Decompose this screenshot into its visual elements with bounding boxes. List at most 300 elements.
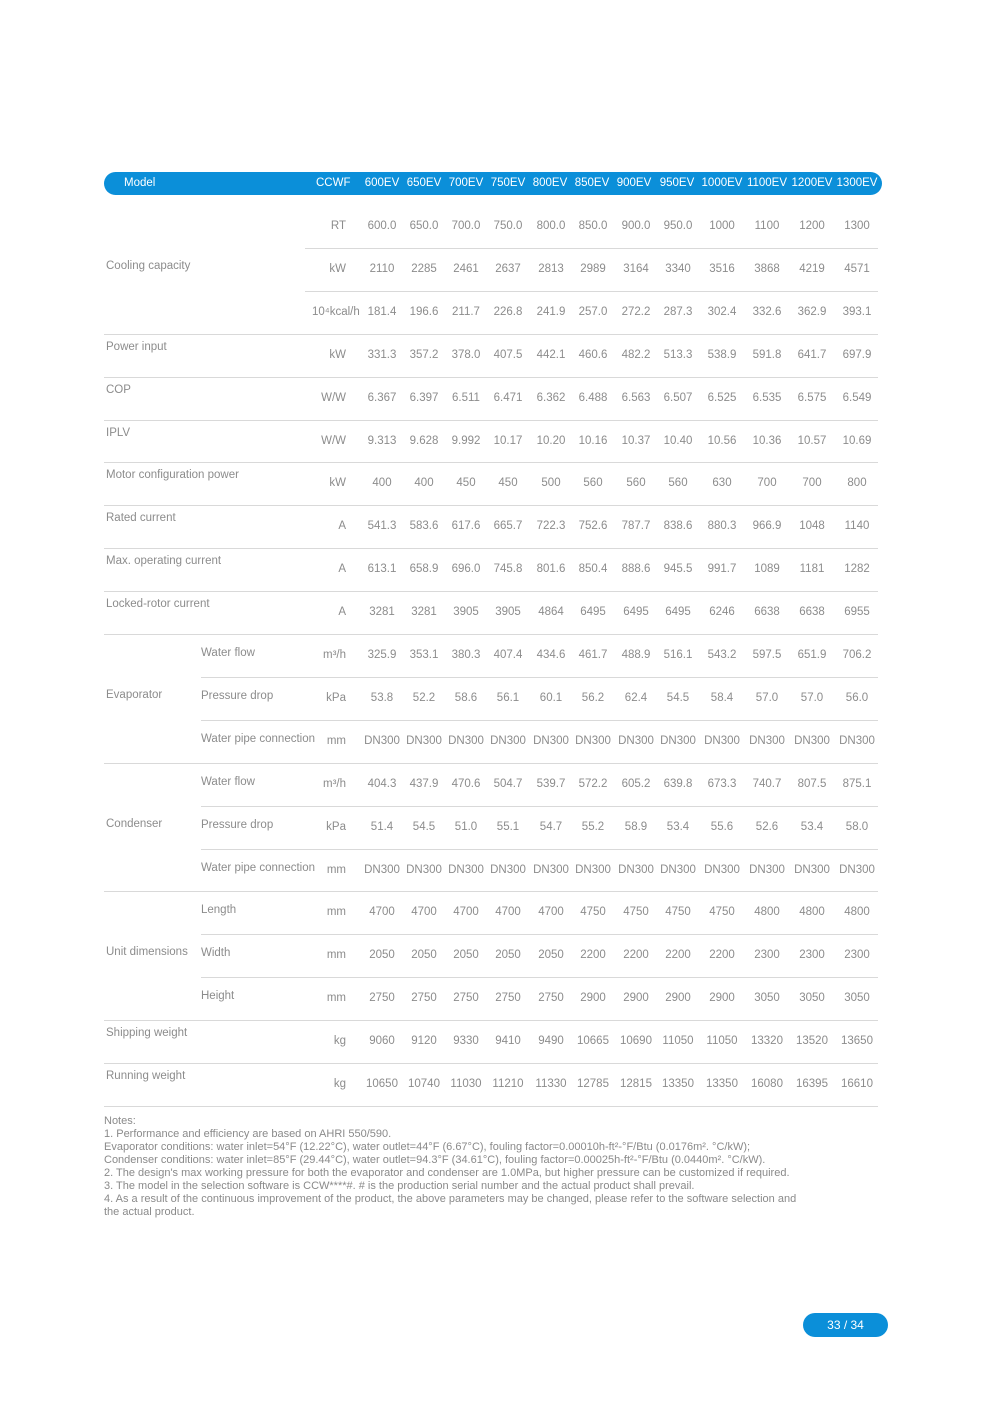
header-model: 700EV [448, 177, 484, 189]
value-cell: 583.6 [409, 520, 439, 533]
table-row [0, 548, 992, 591]
value-cell: 437.9 [409, 777, 439, 790]
value-cell: 2900 [709, 992, 735, 1005]
value-cell: 591.8 [752, 348, 782, 361]
value-cell: 745.8 [493, 563, 523, 576]
value-cell: 10650 [366, 1078, 398, 1090]
value-cell: 62.4 [624, 691, 648, 704]
value-cell: 4750 [623, 906, 649, 919]
value-cell: 58.6 [454, 691, 478, 704]
value-cell: 400 [372, 477, 392, 490]
value-cell: 287.3 [663, 305, 693, 318]
value-cell: 700 [757, 477, 777, 490]
value-cell: 4700 [495, 906, 521, 919]
value-cell: 722.3 [536, 520, 566, 533]
unit-label: 10⁴kcal/h [312, 305, 360, 318]
value-cell: 3281 [369, 606, 395, 619]
value-cell: 3868 [754, 262, 780, 275]
value-cell: 10.20 [536, 434, 566, 447]
unit-label: A [338, 606, 346, 619]
value-cell: 4864 [538, 606, 564, 619]
value-cell: DN300 [406, 863, 442, 876]
value-cell: 58.4 [710, 691, 734, 704]
value-cell: 2050 [369, 949, 395, 962]
value-cell: 470.6 [451, 777, 481, 790]
value-cell: 52.6 [755, 820, 779, 833]
note-line: 4. As a result of the continuous improvement of the product, the above parameters may be changed, please refer to the software selection and [104, 1193, 797, 1205]
value-cell: 55.6 [710, 820, 734, 833]
table-row [0, 505, 992, 548]
value-cell: 442.1 [536, 348, 566, 361]
row-label: Unit dimensions [106, 946, 188, 959]
value-cell: 10690 [620, 1035, 652, 1048]
value-cell: 2900 [580, 992, 606, 1005]
value-cell: 10.17 [493, 434, 523, 447]
value-cell: DN300 [749, 734, 785, 747]
value-cell: 362.9 [797, 305, 827, 318]
table-row [0, 806, 992, 849]
value-cell: 850.0 [578, 220, 608, 232]
value-cell: 6495 [623, 606, 649, 619]
value-cell: 880.3 [707, 520, 737, 533]
value-cell: 3516 [709, 262, 735, 275]
unit-label: kg [333, 1035, 346, 1048]
value-cell: 740.7 [752, 777, 782, 790]
value-cell: 2050 [453, 949, 479, 962]
value-cell: 900.0 [621, 220, 651, 232]
row-label: Motor configuration power [106, 469, 239, 482]
unit-label: mm [326, 863, 346, 876]
value-cell: 400 [414, 477, 434, 490]
value-cell: 6.362 [536, 391, 566, 404]
row-label: Cooling capacity [106, 260, 191, 272]
unit-label: kW [329, 262, 346, 275]
notes-title: Notes: [104, 1115, 136, 1127]
value-cell: 11050 [662, 1035, 694, 1048]
sub-label: Water flow [201, 647, 255, 659]
sub-label: Pressure drop [201, 689, 274, 702]
value-cell: DN300 [490, 863, 526, 876]
table-row [0, 1063, 992, 1106]
value-cell: 991.7 [707, 563, 737, 576]
value-cell: 241.9 [536, 305, 566, 318]
value-cell: 407.5 [493, 348, 523, 361]
value-cell: 13320 [751, 1035, 783, 1048]
value-cell: 1100 [754, 220, 780, 232]
value-cell: 2750 [453, 992, 479, 1005]
value-cell: 539.7 [536, 777, 566, 790]
unit-label: m³/h [323, 777, 346, 790]
value-cell: 6.525 [707, 391, 737, 404]
value-cell: 541.3 [367, 520, 397, 533]
value-cell: 500 [541, 477, 561, 490]
value-cell: 2200 [709, 949, 735, 962]
table-row [0, 420, 992, 463]
value-cell: 11330 [535, 1078, 567, 1090]
value-cell: 6638 [754, 606, 780, 619]
value-cell: DN300 [839, 734, 875, 747]
row-label: Rated current [106, 512, 176, 525]
notes [104, 1115, 884, 1219]
value-cell: 513.3 [663, 348, 693, 361]
value-cell: 51.0 [454, 820, 478, 833]
value-cell: 543.2 [707, 649, 737, 661]
unit-label: mm [326, 906, 346, 919]
value-cell: 13350 [662, 1078, 694, 1090]
note-line: Evaporator conditions: water inlet=54°F (12.22°C), water outlet=44°F (6.67°C), fouling factor=0.00010h-ft²-°F/Btu (0.0176m². °C/kW); [104, 1141, 751, 1153]
value-cell: 6.563 [621, 391, 651, 404]
value-cell: 697.9 [842, 348, 872, 361]
value-cell: 6.367 [367, 391, 397, 404]
table-header [104, 172, 882, 195]
value-cell: 3164 [623, 262, 649, 275]
value-cell: 4800 [844, 906, 870, 919]
value-cell: 11210 [492, 1078, 524, 1090]
value-cell: 2813 [538, 262, 564, 275]
value-cell: 9120 [411, 1035, 437, 1048]
unit-label: RT [330, 220, 346, 232]
value-cell: 2300 [799, 949, 825, 962]
value-cell: 641.7 [797, 348, 827, 361]
value-cell: 6.507 [663, 391, 693, 404]
value-cell: 482.2 [621, 348, 651, 361]
value-cell: 2750 [538, 992, 564, 1005]
unit-label: kW [329, 477, 346, 490]
table-row [0, 591, 992, 634]
value-cell: 2900 [665, 992, 691, 1005]
value-cell: DN300 [575, 863, 611, 876]
table-row [0, 977, 992, 1020]
value-cell: 600.0 [367, 220, 397, 232]
unit-label: W/W [321, 391, 346, 404]
value-cell: 57.0 [800, 691, 824, 704]
note-line: 1. Performance and efficiency are based on AHRI 550/590. [104, 1128, 392, 1140]
value-cell: DN300 [448, 734, 484, 747]
value-cell: DN300 [490, 734, 526, 747]
page-number-badge: 33 / 34 [803, 1313, 888, 1337]
value-cell: 13350 [706, 1078, 738, 1090]
value-cell: 4750 [580, 906, 606, 919]
header-model: 1300EV [836, 177, 878, 189]
value-cell: 353.1 [409, 649, 439, 661]
value-cell: 450 [498, 477, 518, 490]
value-cell: 807.5 [797, 777, 827, 790]
value-cell: 3050 [754, 992, 780, 1005]
unit-label: A [338, 563, 346, 576]
value-cell: 404.3 [367, 777, 397, 790]
value-cell: 13650 [841, 1035, 873, 1048]
value-cell: 2050 [411, 949, 437, 962]
value-cell: 2900 [623, 992, 649, 1005]
value-cell: 10.69 [842, 434, 872, 447]
value-cell: 560 [583, 477, 603, 490]
value-cell: 2200 [580, 949, 606, 962]
value-cell: 572.2 [578, 777, 608, 790]
value-cell: 2989 [580, 262, 606, 275]
value-cell: 945.5 [663, 563, 693, 576]
table-row [0, 891, 992, 934]
sub-label: Height [201, 990, 235, 1003]
value-cell: DN300 [575, 734, 611, 747]
row-label: COP [106, 383, 131, 396]
row-label: Power input [106, 340, 167, 353]
value-cell: 966.9 [752, 520, 782, 533]
value-cell: 16395 [796, 1078, 828, 1090]
value-cell: DN300 [406, 734, 442, 747]
value-cell: 434.6 [536, 649, 566, 661]
unit-label: mm [326, 949, 346, 962]
header-model: 1000EV [701, 177, 743, 189]
row-label: Locked-rotor current [106, 598, 210, 611]
header-model: 900EV [616, 177, 652, 189]
value-cell: 651.9 [797, 649, 827, 661]
header-model: 1200EV [791, 177, 833, 189]
value-cell: 6.575 [797, 391, 827, 404]
table-row [0, 849, 992, 892]
value-cell: 53.4 [800, 820, 824, 833]
row-label: Max. operating current [106, 555, 222, 568]
sub-label: Length [201, 904, 237, 917]
value-cell: 613.1 [367, 563, 397, 576]
value-cell: 56.0 [845, 691, 869, 704]
value-cell: 12785 [577, 1078, 609, 1090]
value-cell: 461.7 [578, 649, 608, 661]
value-cell: 393.1 [842, 305, 872, 318]
value-cell: 6246 [709, 606, 735, 619]
value-cell: 2285 [411, 262, 437, 275]
value-cell: 10.57 [797, 434, 827, 447]
value-cell: DN300 [794, 863, 830, 876]
row-label: IPLV [106, 426, 131, 439]
value-cell: 488.9 [621, 649, 651, 661]
value-cell: 838.6 [663, 520, 693, 533]
value-cell: 53.4 [666, 820, 690, 833]
value-cell: 752.6 [578, 520, 608, 533]
value-cell: 2750 [495, 992, 521, 1005]
value-cell: 3905 [495, 606, 521, 619]
value-cell: 357.2 [409, 348, 439, 361]
value-cell: 331.3 [367, 348, 397, 361]
value-cell: 4800 [754, 906, 780, 919]
value-cell: 658.9 [409, 563, 439, 576]
value-cell: 597.5 [752, 649, 782, 661]
value-cell: 57.0 [755, 691, 779, 704]
value-cell: DN300 [618, 863, 654, 876]
value-cell: 53.8 [370, 691, 394, 704]
value-cell: 10.40 [663, 434, 693, 447]
value-cell: 1000 [709, 220, 735, 232]
header-model: 600EV [364, 177, 400, 189]
value-cell: 9410 [495, 1035, 521, 1048]
value-cell: 332.6 [752, 305, 782, 318]
value-cell: 875.1 [842, 777, 872, 790]
value-cell: DN300 [794, 734, 830, 747]
value-cell: 2300 [844, 949, 870, 962]
value-cell: 696.0 [451, 563, 481, 576]
header-model: 750EV [490, 177, 526, 189]
value-cell: 6638 [799, 606, 825, 619]
unit-label: kg [333, 1078, 346, 1090]
value-cell: DN300 [364, 863, 400, 876]
value-cell: 60.1 [539, 691, 563, 704]
value-cell: 560 [626, 477, 646, 490]
value-cell: 325.9 [367, 649, 397, 661]
value-cell: 378.0 [451, 348, 481, 361]
value-cell: 1200 [799, 220, 825, 232]
value-cell: 1300 [844, 220, 870, 232]
unit-label: kW [329, 348, 346, 361]
table-row [0, 1020, 992, 1063]
value-cell: 504.7 [493, 777, 523, 790]
value-cell: 9330 [453, 1035, 479, 1048]
header-series-label: CCWF [316, 177, 351, 189]
header-model-label: Model [124, 177, 156, 189]
value-cell: 3050 [799, 992, 825, 1005]
row-label: Shipping weight [106, 1027, 188, 1040]
header-model: 800EV [532, 177, 568, 189]
value-cell: 55.2 [581, 820, 605, 833]
header-model: 950EV [659, 177, 695, 189]
value-cell: 2461 [453, 262, 479, 275]
value-cell: 516.1 [663, 649, 693, 661]
table-row [0, 462, 992, 505]
value-cell: 9060 [369, 1035, 395, 1048]
note-line: Condenser conditions: water inlet=85°F (29.44°C), water outlet=94.3°F (34.61°C), fouling factor=0.00025h-ft²-°F/Btu (0.0440m². °C/kW). [104, 1154, 766, 1166]
value-cell: 800 [847, 477, 867, 490]
value-cell: 54.5 [412, 820, 436, 833]
value-cell: 650.0 [409, 220, 439, 232]
value-cell: 617.6 [451, 520, 481, 533]
value-cell: 2050 [495, 949, 521, 962]
value-cell: 460.6 [578, 348, 608, 361]
value-cell: 9.628 [409, 434, 439, 447]
value-cell: 1140 [844, 520, 870, 533]
value-cell: 2200 [623, 949, 649, 962]
header-model: 850EV [574, 177, 610, 189]
value-cell: DN300 [533, 863, 569, 876]
value-cell: DN300 [448, 863, 484, 876]
value-cell: 6495 [665, 606, 691, 619]
value-cell: 6.535 [752, 391, 782, 404]
value-cell: 10665 [577, 1035, 609, 1048]
table-row [0, 934, 992, 977]
row-label: Evaporator [106, 688, 163, 701]
value-cell: 16080 [751, 1078, 783, 1090]
table-row [0, 291, 992, 334]
table-row [0, 720, 992, 763]
value-cell: 407.4 [493, 649, 523, 661]
value-cell: 55.1 [496, 820, 520, 833]
value-cell: 2050 [538, 949, 564, 962]
header-model: 1100EV [746, 177, 788, 189]
value-cell: 4750 [709, 906, 735, 919]
value-cell: 630 [712, 477, 732, 490]
value-cell: 272.2 [621, 305, 651, 318]
value-cell: 787.7 [621, 520, 651, 533]
value-cell: DN300 [533, 734, 569, 747]
value-cell: 54.7 [539, 820, 563, 833]
value-cell: 1089 [754, 563, 780, 576]
table-row [0, 763, 992, 806]
value-cell: 6.511 [452, 391, 480, 404]
value-cell: 10.56 [707, 434, 737, 447]
unit-label: m³/h [323, 649, 346, 661]
sub-label: Water flow [201, 775, 255, 788]
value-cell: 3281 [411, 606, 437, 619]
value-cell: 4219 [799, 262, 825, 275]
value-cell: 1181 [799, 563, 825, 576]
value-cell: 538.9 [707, 348, 737, 361]
table-row [0, 677, 992, 720]
value-cell: 4700 [369, 906, 395, 919]
value-cell: 211.7 [452, 305, 480, 318]
note-line: 3. The model in the selection software is CCW****#. # is the production serial number and the actual product shall prevail. [104, 1180, 695, 1192]
value-cell: 56.2 [581, 691, 605, 704]
value-cell: 3050 [844, 992, 870, 1005]
unit-label: W/W [321, 434, 346, 447]
value-cell: 639.8 [663, 777, 693, 790]
value-cell: 750.0 [493, 220, 523, 232]
value-cell: 226.8 [493, 305, 523, 318]
value-cell: 2750 [411, 992, 437, 1005]
value-cell: 257.0 [578, 305, 608, 318]
table-row [0, 334, 992, 377]
value-cell: 888.6 [621, 563, 651, 576]
unit-label: kPa [326, 691, 346, 704]
row-label: Condenser [106, 817, 163, 830]
sub-label: Pressure drop [201, 818, 274, 831]
value-cell: 11030 [450, 1078, 482, 1090]
value-cell: 4700 [411, 906, 437, 919]
note-line: 2. The design's max working pressure for both the evaporator and condenser are 1.0MPa, but higher pressure can be customized if required. [104, 1167, 790, 1179]
value-cell: DN300 [749, 863, 785, 876]
value-cell: 4800 [799, 906, 825, 919]
value-cell: 560 [668, 477, 688, 490]
note-line: the actual product. [104, 1206, 195, 1218]
value-cell: 3905 [453, 606, 479, 619]
value-cell: 605.2 [621, 777, 651, 790]
value-cell: 4571 [844, 262, 870, 275]
value-cell: 2300 [754, 949, 780, 962]
value-cell: DN300 [660, 734, 696, 747]
value-cell: 10.36 [752, 434, 782, 447]
value-cell: 450 [456, 477, 476, 490]
value-cell: 2110 [369, 262, 395, 275]
value-cell: 6495 [580, 606, 606, 619]
value-cell: 10.37 [621, 434, 651, 447]
value-cell: 10740 [408, 1078, 440, 1090]
sub-label: Water pipe connection [201, 732, 316, 745]
header-model: 650EV [406, 177, 442, 189]
table-row [0, 377, 992, 420]
value-cell: 181.4 [367, 305, 397, 318]
unit-label: mm [326, 734, 346, 747]
value-cell: 2637 [495, 262, 521, 275]
sub-label: Water pipe connection [201, 861, 316, 874]
value-cell: 380.3 [451, 649, 481, 661]
sub-label: Width [201, 947, 231, 960]
value-cell: DN300 [364, 734, 400, 747]
table-row [0, 634, 992, 677]
value-cell: 9.313 [367, 434, 397, 447]
value-cell: 3340 [665, 262, 691, 275]
value-cell: 16610 [841, 1078, 873, 1090]
value-cell: 1048 [799, 520, 825, 533]
value-cell: 4700 [453, 906, 479, 919]
value-cell: 54.5 [666, 691, 690, 704]
value-cell: 6.488 [578, 391, 608, 404]
value-cell: 1282 [844, 563, 870, 576]
